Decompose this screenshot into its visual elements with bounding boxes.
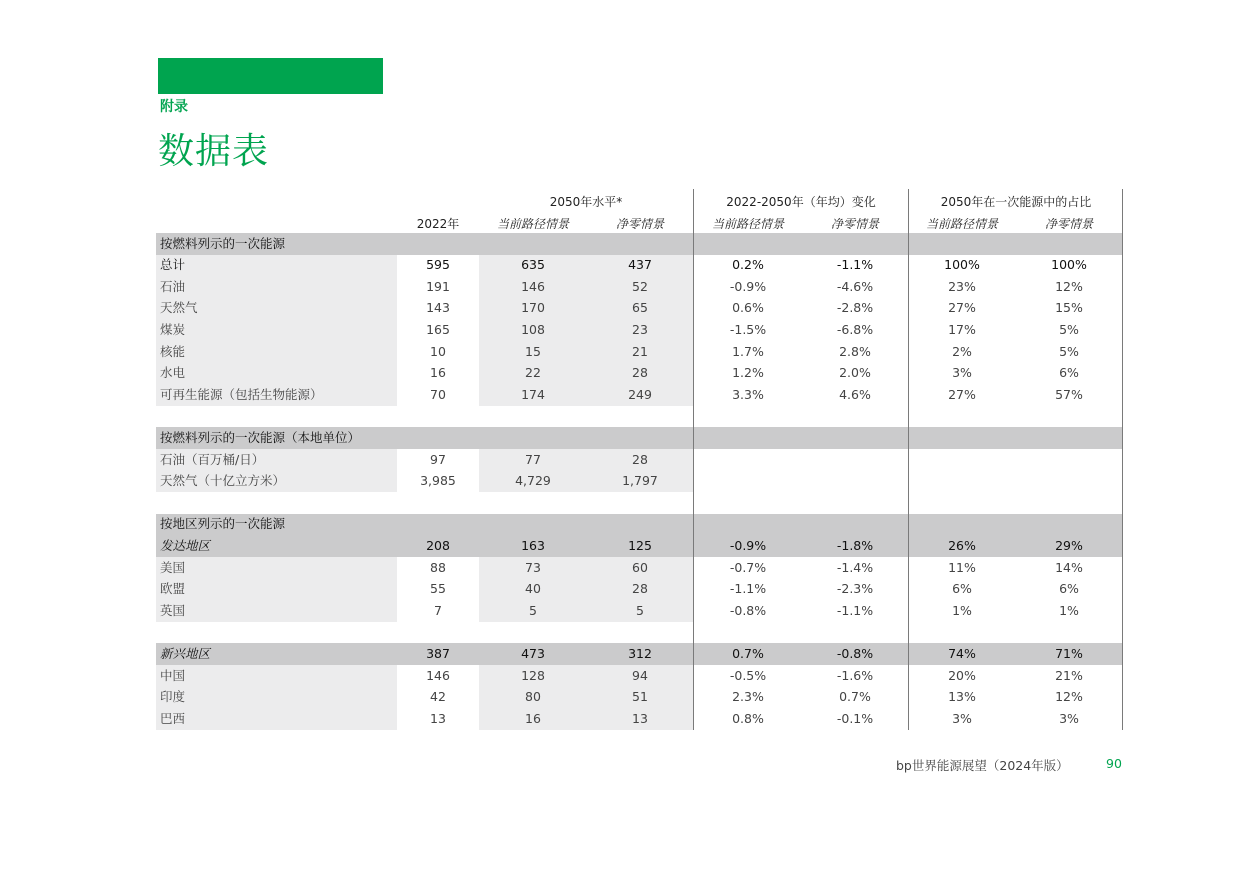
table-row-label: 煤炭: [160, 321, 186, 337]
table-cell: 14%: [1055, 559, 1083, 575]
table-cell: 2%: [952, 343, 972, 359]
table-cell: -1.1%: [836, 257, 874, 273]
row-band: [156, 276, 397, 298]
table-cell: 73: [525, 559, 541, 575]
row-band: [156, 687, 397, 709]
table-cell: 6%: [1059, 581, 1079, 597]
table-cell: 163: [521, 537, 545, 553]
table-cell: 595: [426, 257, 450, 273]
table-cell: 52: [632, 278, 648, 294]
table-row-label: 发达地区: [160, 537, 211, 553]
table-cell: 80: [525, 689, 541, 705]
table-cell: -1.5%: [729, 321, 767, 337]
table-cell: 51: [632, 689, 648, 705]
table-cell: 23: [632, 321, 648, 337]
table-cell: -1.8%: [836, 537, 874, 553]
table-row-label: 核能: [160, 343, 186, 359]
table-cell: 146: [521, 278, 545, 294]
table-cell: -0.1%: [836, 710, 874, 726]
table-cell: 29%: [1055, 537, 1083, 553]
table-cell: -0.5%: [729, 667, 767, 683]
table-cell: 71%: [1055, 645, 1083, 661]
column-header: 当前路径情景: [711, 217, 784, 231]
table-cell: 5: [529, 602, 537, 618]
table-cell: 28: [632, 365, 648, 381]
table-cell: 0.6%: [732, 300, 764, 316]
footer-publication: bp世界能源展望（2024年版）: [896, 758, 1069, 773]
table-cell: 170: [521, 300, 545, 316]
table-cell: 108: [521, 321, 545, 337]
row-band: [156, 363, 397, 385]
table-cell: 6%: [952, 581, 972, 597]
table-cell: 4,729: [515, 473, 551, 489]
table-cell: -4.6%: [836, 278, 874, 294]
table-cell: 15: [525, 343, 541, 359]
table-cell: -1.6%: [836, 667, 874, 683]
table-cell: 60: [632, 559, 648, 575]
table-cell: 57%: [1055, 386, 1083, 402]
table-cell: 100%: [1051, 257, 1087, 273]
table-cell: -0.8%: [836, 645, 874, 661]
table-cell: 5%: [1059, 343, 1079, 359]
table-cell: 143: [426, 300, 450, 316]
section-title: 按燃料列示的一次能源: [160, 235, 286, 251]
table-row-label: 中国: [160, 667, 186, 683]
table-row-label: 印度: [160, 689, 186, 705]
table-cell: 65: [632, 300, 648, 316]
column-header: 净零情景: [615, 217, 664, 231]
table-cell: 3%: [952, 710, 972, 726]
section-label: 附录: [160, 99, 188, 115]
table-cell: 40: [525, 581, 541, 597]
table-row-label: 美国: [160, 559, 186, 575]
table-cell: -1.1%: [729, 581, 767, 597]
table-cell: 249: [628, 386, 652, 402]
table-cell: 5: [636, 602, 644, 618]
table-cell: 27%: [948, 300, 976, 316]
table-row-label: 石油（百万桶/日）: [160, 451, 265, 467]
table-cell: 437: [628, 257, 652, 273]
table-cell: 0.8%: [732, 710, 764, 726]
section-title: 按燃料列示的一次能源（本地单位）: [160, 429, 361, 445]
table-cell: 77: [525, 451, 541, 467]
table-cell: 88: [430, 559, 446, 575]
table-row-label: 新兴地区: [160, 645, 211, 661]
table-cell: -1.4%: [836, 559, 874, 575]
table-cell: 2.8%: [839, 343, 871, 359]
table-cell: 7: [434, 602, 442, 618]
table-cell: 16: [430, 365, 446, 381]
table-cell: 2.3%: [732, 689, 764, 705]
column-header: 净零情景: [1044, 217, 1093, 231]
table-cell: 165: [426, 321, 450, 337]
table-cell: 1.2%: [732, 365, 764, 381]
column-header: 当前路径情景: [925, 217, 998, 231]
table-cell: 22: [525, 365, 541, 381]
table-cell: 12%: [1055, 278, 1083, 294]
table-row-label: 英国: [160, 602, 186, 618]
table-row-label: 水电: [160, 365, 186, 381]
header-accent-bar: [158, 58, 383, 94]
table-row-label: 巴西: [160, 710, 186, 726]
table-cell: 1.7%: [732, 343, 764, 359]
table-cell: 16: [525, 710, 541, 726]
table-cell: 1%: [1059, 602, 1079, 618]
section-title-band: [156, 514, 1123, 536]
table-cell: 11%: [948, 559, 976, 575]
table-cell: 387: [426, 645, 450, 661]
table-cell: 97: [430, 451, 446, 467]
group-header: 2050年在一次能源中的占比: [940, 195, 1092, 209]
row-band: [156, 665, 397, 687]
column-divider: [1122, 189, 1123, 730]
table-row-label: 天然气（十亿立方米）: [160, 473, 286, 489]
table-cell: 3,985: [420, 473, 456, 489]
table-cell: 6%: [1059, 365, 1079, 381]
table-cell: 5%: [1059, 321, 1079, 337]
table-cell: -0.9%: [729, 278, 767, 294]
table-cell: 1%: [952, 602, 972, 618]
table-cell: 635: [521, 257, 545, 273]
column-divider: [908, 189, 909, 730]
page-number: 90: [1106, 756, 1122, 771]
table-cell: 17%: [948, 321, 976, 337]
row-band: [156, 579, 397, 601]
table-cell: 13%: [948, 689, 976, 705]
table-cell: 3%: [952, 365, 972, 381]
table-cell: -0.8%: [729, 602, 767, 618]
table-cell: 174: [521, 386, 545, 402]
table-cell: 94: [632, 667, 648, 683]
column-header: 净零情景: [830, 217, 879, 231]
table-cell: 1,797: [622, 473, 658, 489]
table-row-label: 天然气: [160, 300, 198, 316]
table-cell: 13: [632, 710, 648, 726]
table-cell: -0.9%: [729, 537, 767, 553]
table-cell: 128: [521, 667, 545, 683]
table-cell: -1.1%: [836, 602, 874, 618]
table-cell: 10: [430, 343, 446, 359]
table-cell: 473: [521, 645, 545, 661]
table-cell: 27%: [948, 386, 976, 402]
table-cell: 21%: [1055, 667, 1083, 683]
table-cell: 208: [426, 537, 450, 553]
table-cell: 3%: [1059, 710, 1079, 726]
table-cell: 28: [632, 581, 648, 597]
table-cell: -0.7%: [729, 559, 767, 575]
table-cell: 312: [628, 645, 652, 661]
table-cell: 23%: [948, 278, 976, 294]
table-row-label: 总计: [160, 257, 186, 273]
table-cell: 4.6%: [839, 386, 871, 402]
table-cell: -6.8%: [836, 321, 874, 337]
table-cell: -2.8%: [836, 300, 874, 316]
table-cell: 55: [430, 581, 446, 597]
table-cell: 125: [628, 537, 652, 553]
table-cell: 100%: [944, 257, 980, 273]
table-cell: 13: [430, 710, 446, 726]
table-cell: 146: [426, 667, 450, 683]
table-cell: 15%: [1055, 300, 1083, 316]
row-band: [156, 708, 397, 730]
table-row-label: 欧盟: [160, 581, 186, 597]
page-title: 数据表: [158, 131, 270, 172]
table-cell: 26%: [948, 537, 976, 553]
table-cell: 74%: [948, 645, 976, 661]
table-cell: 0.7%: [732, 645, 764, 661]
group-header: 2050年水平*: [549, 195, 623, 209]
table-cell: 12%: [1055, 689, 1083, 705]
table-cell: -2.3%: [836, 581, 874, 597]
table-row-label: 可再生能源（包括生物能源）: [160, 386, 323, 402]
section-title: 按地区列示的一次能源: [160, 516, 286, 532]
column-header: 当前路径情景: [496, 217, 569, 231]
table-cell: 191: [426, 278, 450, 294]
column-divider: [693, 189, 694, 730]
table-row-label: 石油: [160, 278, 186, 294]
table-cell: 28: [632, 451, 648, 467]
row-band: [156, 341, 397, 363]
table-cell: 2.0%: [839, 365, 871, 381]
row-band: [156, 319, 397, 341]
table-cell: 20%: [948, 667, 976, 683]
row-band: [156, 557, 397, 579]
table-cell: 21: [632, 343, 648, 359]
table-cell: 3.3%: [732, 386, 764, 402]
table-cell: 42: [430, 689, 446, 705]
group-header: 2022-2050年（年均）变化: [726, 195, 876, 209]
column-header: 2022年: [416, 217, 460, 231]
row-band: [156, 600, 397, 622]
section-title-band: [156, 233, 1123, 255]
table-cell: 0.7%: [839, 689, 871, 705]
table-cell: 0.2%: [732, 257, 764, 273]
table-cell: 70: [430, 386, 446, 402]
row-band: [156, 255, 397, 277]
